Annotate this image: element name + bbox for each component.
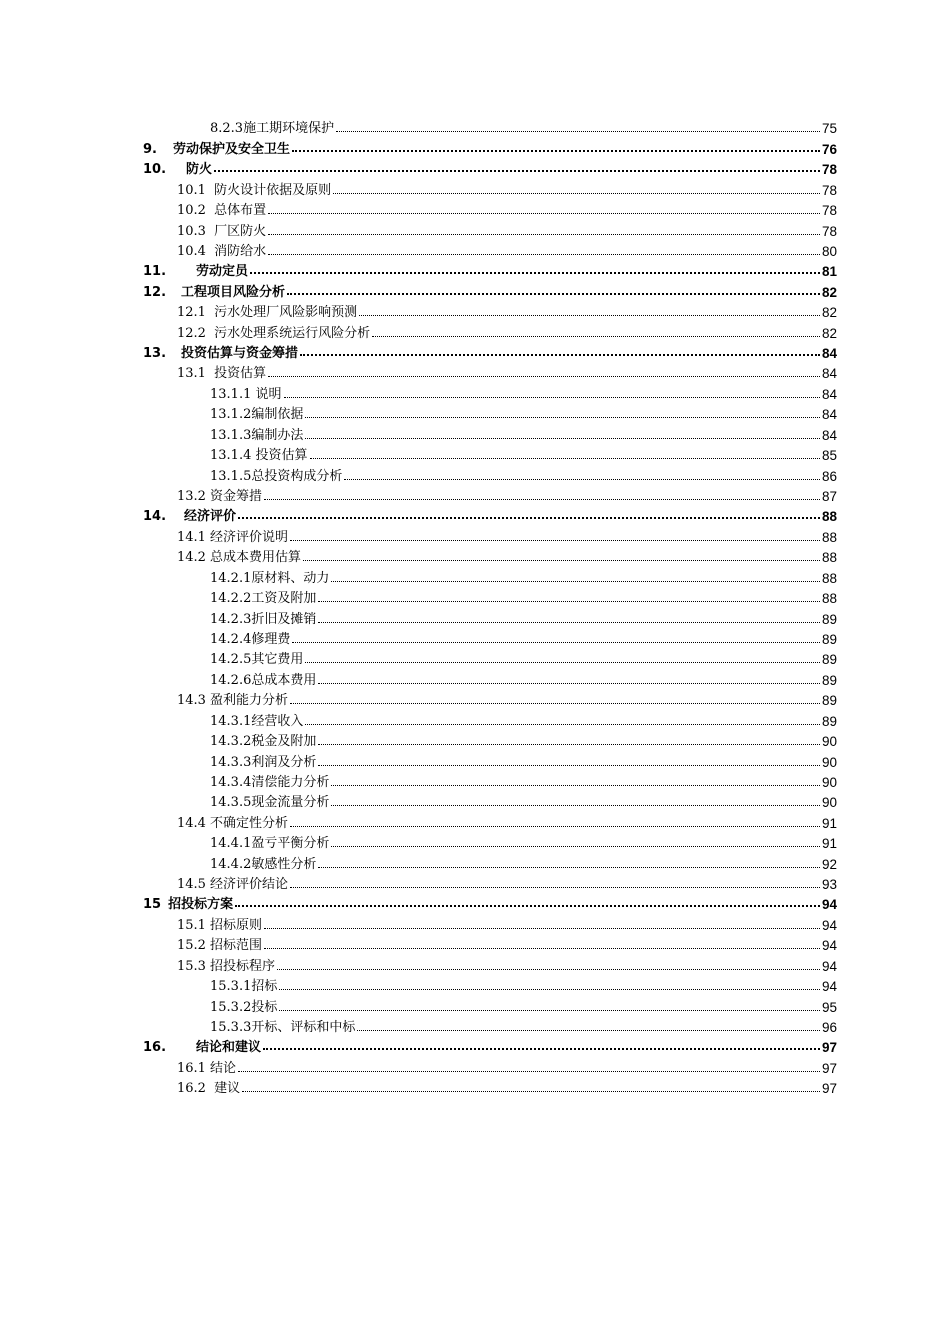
toc-entry[interactable] xyxy=(143,586,837,606)
toc-entry-number: 12.1 xyxy=(177,305,206,321)
toc-entry-number: 13.1.2 xyxy=(210,407,252,423)
toc-entry-page-number: 78 xyxy=(821,223,837,239)
toc-entry-label xyxy=(210,608,316,627)
toc-entry-label xyxy=(210,669,316,688)
toc-entry[interactable] xyxy=(143,198,837,218)
dot-leader xyxy=(372,336,820,337)
toc-entry-label xyxy=(177,179,331,198)
toc-entry-label xyxy=(210,853,316,872)
toc-entry-page-number: 89 xyxy=(821,693,837,709)
dot-leader xyxy=(331,785,820,786)
toc-entry-title: 防火 xyxy=(186,162,213,178)
dot-leader xyxy=(268,376,820,377)
toc-entry-label xyxy=(177,485,262,504)
dot-leader xyxy=(357,1030,820,1031)
dot-leader xyxy=(331,805,820,806)
toc-entry[interactable] xyxy=(143,933,837,953)
toc-entry-label xyxy=(177,873,288,892)
toc-entry-number: 10.3 xyxy=(177,223,206,239)
toc-entry-title: 经营收入 xyxy=(251,713,304,729)
toc-entry-label xyxy=(210,648,303,667)
toc-entry-label xyxy=(177,1077,240,1096)
toc-entry-page-number: 94 xyxy=(821,958,837,974)
toc-entry-label xyxy=(210,424,303,443)
toc-entry-number: 14.4 xyxy=(177,815,206,831)
dot-leader xyxy=(284,397,820,398)
toc-entry-title: 说明 xyxy=(251,386,282,402)
toc-entry-page-number: 84 xyxy=(821,346,837,362)
toc-entry-number: 13.1.1 xyxy=(210,386,252,402)
toc-entry-label xyxy=(177,240,266,259)
toc-entry[interactable] xyxy=(143,279,837,299)
toc-entry[interactable] xyxy=(143,504,837,524)
toc-entry-number: 15.3.2 xyxy=(210,999,252,1015)
toc-entry[interactable] xyxy=(143,606,837,626)
toc-entry[interactable] xyxy=(143,1015,837,1035)
toc-entry-page-number: 88 xyxy=(821,509,837,525)
toc-entry-label xyxy=(210,730,316,749)
toc-entry-label xyxy=(177,301,357,320)
toc-entry-number: 10.2 xyxy=(177,203,206,219)
toc-entry-page-number: 80 xyxy=(821,243,837,259)
toc-entry-page-number: 95 xyxy=(821,999,837,1015)
dot-leader xyxy=(359,315,820,316)
dot-leader xyxy=(305,724,820,725)
dot-leader xyxy=(287,293,820,295)
dot-leader xyxy=(264,948,820,949)
toc-entry-label xyxy=(143,505,236,524)
dot-leader xyxy=(333,193,820,194)
toc-entry-title: 总成本费用估算 xyxy=(209,550,301,566)
toc-entry-page-number: 91 xyxy=(821,836,837,852)
toc-entry[interactable] xyxy=(143,300,837,320)
dot-leader xyxy=(290,703,820,704)
toc-entry-page-number: 84 xyxy=(821,407,837,423)
toc-entry-number: 14.3 xyxy=(177,693,206,709)
toc-entry-title: 结论和建议 xyxy=(196,1040,262,1056)
toc-entry-number: 13.1.3 xyxy=(210,427,252,443)
toc-entry-page-number: 97 xyxy=(821,1081,837,1097)
toc-entry-page-number: 88 xyxy=(821,550,837,566)
toc-entry-page-number: 89 xyxy=(821,631,837,647)
toc-entry-label xyxy=(143,1036,261,1055)
dot-leader xyxy=(300,354,820,356)
toc-entry-number: 15.3.1 xyxy=(210,979,252,995)
toc-entry-number: 13. xyxy=(143,346,167,362)
toc-entry-label xyxy=(210,444,308,463)
toc-entry-page-number: 92 xyxy=(821,856,837,872)
toc-entry-page-number: 90 xyxy=(821,754,837,770)
toc-entry-title: 编制办法 xyxy=(251,427,304,443)
dot-leader xyxy=(318,765,820,766)
toc-entry-title: 招投标方案 xyxy=(168,897,234,913)
toc-entry-number: 14.4.2 xyxy=(210,856,252,872)
toc-entry-number: 14.3.4 xyxy=(210,774,252,790)
toc-entry-title: 投标 xyxy=(251,999,278,1015)
toc-entry-label xyxy=(177,1057,236,1076)
toc-entry-number: 14.4.1 xyxy=(210,836,252,852)
toc-entry-page-number: 89 xyxy=(821,672,837,688)
toc-entry[interactable] xyxy=(143,239,837,259)
toc-entry-page-number: 93 xyxy=(821,877,837,893)
toc-entry-label xyxy=(143,893,233,912)
toc-entry-page-number: 88 xyxy=(821,529,837,545)
toc-entry-title: 税金及附加 xyxy=(251,734,317,750)
dot-leader xyxy=(290,887,820,888)
toc-entry-title: 结论 xyxy=(209,1060,236,1076)
toc-entry-title: 其它费用 xyxy=(251,652,304,668)
toc-entry[interactable] xyxy=(143,770,837,790)
toc-entry[interactable] xyxy=(143,974,837,994)
dot-leader xyxy=(318,622,820,623)
toc-entry-page-number: 96 xyxy=(821,1019,837,1035)
toc-entry-number: 14.2.3 xyxy=(210,611,252,627)
toc-entry-title: 污水处理厂风险影响预测 xyxy=(209,305,358,321)
toc-entry-number: 15.2 xyxy=(177,938,206,954)
toc-entry-label xyxy=(210,791,329,810)
dot-leader xyxy=(238,517,820,519)
toc-entry[interactable] xyxy=(143,157,837,177)
toc-entry-title: 招标原则 xyxy=(209,917,262,933)
dot-leader xyxy=(305,662,820,663)
toc-entry[interactable] xyxy=(143,912,837,932)
toc-entry[interactable] xyxy=(143,320,837,340)
toc-entry[interactable] xyxy=(143,667,837,687)
toc-entry[interactable] xyxy=(143,1055,837,1075)
toc-entry-number: 16.1 xyxy=(177,1060,206,1076)
toc-entry-title: 不确定性分析 xyxy=(209,815,288,831)
toc-entry-label xyxy=(143,158,212,177)
toc-entry[interactable] xyxy=(143,381,837,401)
toc-entry-page-number: 94 xyxy=(821,897,837,913)
toc-entry-label xyxy=(210,383,282,402)
toc-entry-label xyxy=(177,322,370,341)
toc-entry-title: 清偿能力分析 xyxy=(251,774,330,790)
toc-entry[interactable] xyxy=(143,361,837,381)
toc-entry-title: 厂区防火 xyxy=(209,223,267,239)
toc-entry[interactable] xyxy=(143,565,837,585)
toc-entry[interactable] xyxy=(143,422,837,442)
toc-entry-page-number: 78 xyxy=(821,162,837,178)
dot-leader xyxy=(290,540,820,541)
toc-entry[interactable] xyxy=(143,259,837,279)
toc-entry[interactable] xyxy=(143,218,837,238)
toc-entry-label xyxy=(210,567,329,586)
toc-entry-label xyxy=(177,199,266,218)
toc-entry-page-number: 76 xyxy=(821,141,837,157)
toc-entry-label xyxy=(143,138,290,157)
dot-leader xyxy=(242,1091,820,1092)
toc-entry-page-number: 97 xyxy=(821,1060,837,1076)
toc-entry-page-number: 85 xyxy=(821,448,837,464)
toc-entry-page-number: 91 xyxy=(821,815,837,831)
toc-entry-title: 投资估算 xyxy=(251,448,308,464)
toc-entry-title: 工程项目风险分析 xyxy=(181,284,286,300)
toc-entry-number: 14.2.6 xyxy=(210,672,252,688)
dot-leader xyxy=(214,170,820,172)
toc-entry[interactable] xyxy=(143,953,837,973)
toc-entry-number: 14.3.3 xyxy=(210,754,252,770)
toc-entry-page-number: 88 xyxy=(821,570,837,586)
toc-entry-title: 原材料、动力 xyxy=(251,570,330,586)
dot-leader xyxy=(277,969,820,970)
dot-leader xyxy=(238,1071,820,1072)
toc-entry-number: 10. xyxy=(143,162,167,178)
toc-entry-number: 12. xyxy=(143,284,167,300)
dot-leader xyxy=(310,458,820,459)
toc-entry-label xyxy=(177,689,288,708)
toc-entry-label xyxy=(210,587,316,606)
toc-entry-page-number: 82 xyxy=(821,284,837,300)
dot-leader xyxy=(268,213,820,214)
toc-entry-title: 招投标程序 xyxy=(209,958,275,974)
toc-entry-title: 建议 xyxy=(209,1081,241,1097)
toc-entry-title: 总体布置 xyxy=(209,203,267,219)
toc-entry-label xyxy=(177,362,266,381)
toc-entry-page-number: 90 xyxy=(821,795,837,811)
toc-entry[interactable] xyxy=(143,341,837,361)
toc-entry-number: 14. xyxy=(143,509,167,525)
toc-entry[interactable] xyxy=(143,545,837,565)
toc-entry-number: 12.2 xyxy=(177,325,206,341)
toc-entry-title: 利润及分析 xyxy=(251,754,317,770)
toc-entry-title: 施工期环境保护 xyxy=(243,121,335,137)
toc-entry[interactable] xyxy=(143,749,837,769)
dot-leader xyxy=(318,867,820,868)
toc-entry[interactable] xyxy=(143,994,837,1014)
dot-leader xyxy=(268,254,820,255)
toc-entry[interactable] xyxy=(143,177,837,197)
toc-entry-number: 15 xyxy=(143,897,162,913)
toc-entry[interactable] xyxy=(143,402,837,422)
toc-entry-label xyxy=(177,812,288,831)
toc-entry-label xyxy=(210,771,329,790)
dot-leader xyxy=(290,826,820,827)
dot-leader xyxy=(264,928,820,929)
toc-entry-number: 13.2 xyxy=(177,489,206,505)
toc-entry[interactable] xyxy=(143,627,837,647)
toc-entry[interactable] xyxy=(143,790,837,810)
dot-leader xyxy=(305,438,820,439)
toc-entry[interactable] xyxy=(143,851,837,871)
toc-entry-title: 折旧及摊销 xyxy=(251,611,317,627)
toc-entry-number: 14.2.5 xyxy=(210,652,252,668)
dot-leader xyxy=(344,479,820,480)
toc-entry-label xyxy=(210,751,316,770)
dot-leader xyxy=(279,989,820,990)
dot-leader xyxy=(336,131,820,132)
toc-entry[interactable] xyxy=(143,708,837,728)
dot-leader xyxy=(318,744,820,745)
toc-entry-page-number: 75 xyxy=(821,121,837,137)
toc-entry-label xyxy=(143,342,298,361)
toc-entry-page-number: 84 xyxy=(821,386,837,402)
toc-entry-title: 修理费 xyxy=(251,631,291,647)
toc-entry-title: 消防给水 xyxy=(209,243,267,259)
toc-entry-title: 劳动定员 xyxy=(196,264,249,280)
dot-leader xyxy=(235,905,820,907)
toc-entry-number: 13.1.5 xyxy=(210,468,252,484)
dot-leader xyxy=(292,150,820,152)
toc-entry-page-number: 97 xyxy=(821,1040,837,1056)
toc-entry-title: 开标、评标和中标 xyxy=(251,1019,356,1035)
dot-leader xyxy=(250,272,820,274)
dot-leader xyxy=(331,581,820,582)
toc-entry-label xyxy=(210,1016,355,1035)
toc-entry-label xyxy=(210,117,334,136)
toc-entry-page-number: 90 xyxy=(821,734,837,750)
toc-entry-number: 8.2.3 xyxy=(210,121,244,137)
toc-entry-label xyxy=(177,934,262,953)
toc-entry-number: 14.2.1 xyxy=(210,570,252,586)
toc-entry-page-number: 89 xyxy=(821,611,837,627)
toc-entry-label xyxy=(210,465,342,484)
toc-entry-page-number: 81 xyxy=(821,264,837,280)
dot-leader xyxy=(292,642,820,643)
toc-entry-title: 招标范围 xyxy=(209,938,262,954)
toc-entry[interactable] xyxy=(143,1035,837,1055)
dot-leader xyxy=(305,417,820,418)
toc-entry[interactable] xyxy=(143,810,837,830)
toc-entry[interactable] xyxy=(143,647,837,667)
dot-leader xyxy=(264,499,820,500)
toc-entry-page-number: 87 xyxy=(821,489,837,505)
toc-entry-title: 投资估算与资金筹措 xyxy=(181,346,299,362)
toc-entry-page-number: 89 xyxy=(821,652,837,668)
toc-entry-label xyxy=(143,260,248,279)
dot-leader xyxy=(303,560,820,561)
dot-leader xyxy=(318,601,820,602)
toc-entry-title: 经济评价说明 xyxy=(209,529,288,545)
toc-entry-number: 10.4 xyxy=(177,243,206,259)
toc-entry-page-number: 94 xyxy=(821,938,837,954)
toc-entry[interactable] xyxy=(143,688,837,708)
toc-entry-number: 13.1 xyxy=(177,366,206,382)
toc-entry-page-number: 78 xyxy=(821,203,837,219)
toc-entry-title: 资金筹措 xyxy=(209,489,262,505)
toc-entry-label xyxy=(210,628,290,647)
toc-entry[interactable] xyxy=(143,1076,837,1096)
toc-entry-page-number: 90 xyxy=(821,774,837,790)
toc-entry-label xyxy=(210,403,303,422)
toc-entry[interactable] xyxy=(143,443,837,463)
table-of-contents xyxy=(143,116,837,1096)
toc-entry-page-number: 88 xyxy=(821,591,837,607)
toc-entry-label xyxy=(210,710,303,729)
toc-entry-number: 14.3.5 xyxy=(210,795,252,811)
toc-entry[interactable] xyxy=(143,524,837,544)
toc-entry[interactable] xyxy=(143,892,837,912)
toc-entry-number: 9. xyxy=(143,141,157,157)
toc-entry-title: 编制依据 xyxy=(251,407,304,423)
dot-leader xyxy=(318,683,820,684)
toc-entry-title: 劳动保护及安全卫生 xyxy=(172,141,290,157)
dot-leader xyxy=(268,234,820,235)
toc-entry-number: 14.3.1 xyxy=(210,713,252,729)
toc-entry-label xyxy=(210,832,329,851)
toc-entry[interactable] xyxy=(143,729,837,749)
toc-entry-title: 总投资构成分析 xyxy=(251,468,343,484)
toc-entry-page-number: 82 xyxy=(821,305,837,321)
toc-entry-page-number: 84 xyxy=(821,366,837,382)
toc-entry-title: 盈利能力分析 xyxy=(209,693,288,709)
toc-entry-page-number: 89 xyxy=(821,713,837,729)
toc-entry-title: 工资及附加 xyxy=(251,591,317,607)
toc-entry-title: 招标 xyxy=(251,979,278,995)
toc-entry-label xyxy=(177,955,275,974)
toc-entry-number: 15.3.3 xyxy=(210,1019,252,1035)
toc-entry[interactable] xyxy=(143,831,837,851)
toc-entry-label xyxy=(177,220,266,239)
toc-entry-title: 投资估算 xyxy=(209,366,267,382)
toc-entry[interactable] xyxy=(143,463,837,483)
toc-entry-number: 16.2 xyxy=(177,1081,206,1097)
toc-entry-number: 15.3 xyxy=(177,958,206,974)
toc-entry-label xyxy=(210,996,277,1015)
toc-entry-page-number: 78 xyxy=(821,182,837,198)
toc-entry-label xyxy=(210,975,277,994)
toc-entry-number: 14.5 xyxy=(177,877,206,893)
toc-entry-number: 11. xyxy=(143,264,167,280)
toc-entry-page-number: 94 xyxy=(821,979,837,995)
toc-entry-number: 14.2.2 xyxy=(210,591,252,607)
toc-entry-page-number: 82 xyxy=(821,325,837,341)
toc-entry-number: 14.2.4 xyxy=(210,631,252,647)
toc-entry[interactable] xyxy=(143,116,837,136)
toc-entry-page-number: 86 xyxy=(821,468,837,484)
dot-leader xyxy=(263,1048,820,1050)
toc-entry-title: 经济评价 xyxy=(184,509,237,525)
toc-entry-title: 污水处理系统运行风险分析 xyxy=(209,325,371,341)
toc-entry-number: 14.1 xyxy=(177,529,206,545)
toc-entry-title: 经济评价结论 xyxy=(209,877,288,893)
toc-entry-label xyxy=(177,526,288,545)
dot-leader xyxy=(279,1010,820,1011)
toc-entry-number: 15.1 xyxy=(177,917,206,933)
toc-entry[interactable] xyxy=(143,872,837,892)
toc-entry-title: 盈亏平衡分析 xyxy=(251,836,330,852)
toc-entry[interactable] xyxy=(143,484,837,504)
toc-entry-title: 现金流量分析 xyxy=(251,795,330,811)
toc-entry-page-number: 84 xyxy=(821,427,837,443)
toc-entry-number: 10.1 xyxy=(177,182,206,198)
toc-entry-title: 总成本费用 xyxy=(251,672,317,688)
toc-entry-page-number: 94 xyxy=(821,917,837,933)
toc-entry-title: 防火设计依据及原则 xyxy=(209,182,332,198)
toc-entry-number: 13.1.4 xyxy=(210,448,252,464)
dot-leader xyxy=(331,846,820,847)
toc-entry-title: 敏感性分析 xyxy=(251,856,317,872)
toc-entry-number: 14.2 xyxy=(177,550,206,566)
toc-entry-number: 14.3.2 xyxy=(210,734,252,750)
toc-entry-label xyxy=(177,914,262,933)
toc-entry-number: 16. xyxy=(143,1040,167,1056)
toc-entry[interactable] xyxy=(143,136,837,156)
toc-entry-label xyxy=(143,281,285,300)
toc-entry-label xyxy=(177,546,301,565)
